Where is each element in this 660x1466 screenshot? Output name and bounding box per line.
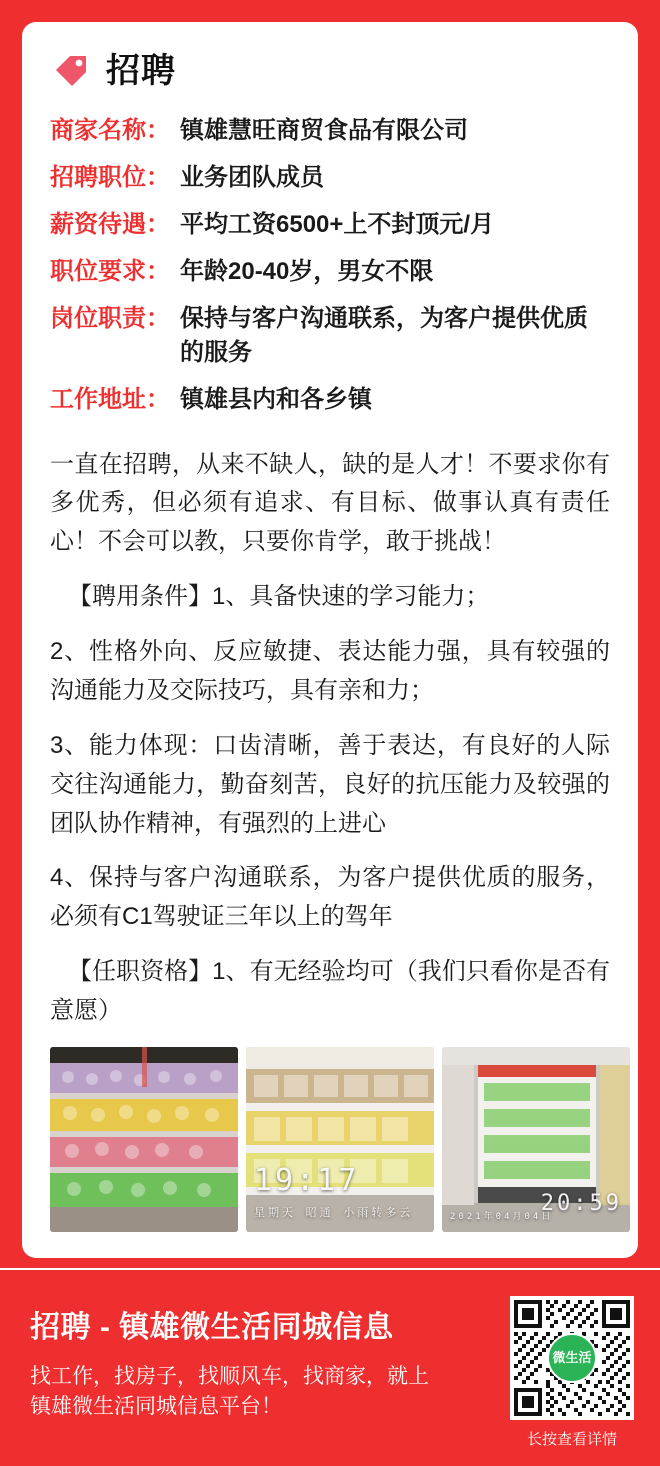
detail-key: 薪资待遇 bbox=[50, 211, 146, 239]
detail-value: 镇雄县内和各乡镇 bbox=[180, 386, 372, 414]
detail-value: 业务团队成员 bbox=[180, 164, 324, 192]
detail-colon: ： bbox=[146, 164, 170, 192]
detail-row bbox=[50, 255, 610, 289]
detail-colon: ： bbox=[146, 258, 170, 286]
body-paragraph: 4、保持与客户沟通联系，为客户提供优质的服务，必须有C1驾驶证三年以上的驾年 bbox=[50, 864, 610, 931]
detail-value: 年龄20-40岁，男女不限 bbox=[180, 258, 434, 286]
store-shelf-photo-3[interactable] bbox=[442, 1047, 630, 1232]
detail-row bbox=[50, 114, 610, 148]
content-card bbox=[22, 22, 638, 1258]
page-title: 招聘 bbox=[106, 52, 176, 90]
qr-logo: 微生活 bbox=[547, 1333, 597, 1383]
card-header bbox=[50, 50, 610, 92]
qr-block[interactable] bbox=[506, 1296, 638, 1449]
detail-key: 工作地址 bbox=[50, 386, 146, 414]
detail-key: 招聘职位 bbox=[50, 164, 146, 192]
price-tag-icon bbox=[50, 50, 92, 92]
photo-timestamp: 20:59 bbox=[540, 1190, 622, 1216]
photo-gallery bbox=[50, 1047, 622, 1232]
detail-key: 职位要求 bbox=[50, 258, 146, 286]
detail-row bbox=[50, 302, 610, 370]
detail-row bbox=[50, 383, 610, 417]
footer-text-block bbox=[30, 1296, 429, 1423]
detail-row bbox=[50, 161, 610, 195]
detail-colon: ： bbox=[146, 117, 170, 144]
intro-paragraph: 一直在招聘，从来不缺人，缺的是人才！不要求你有多优秀，但必须有追求、有目标、做事认真有责任心！不会可以教，只要你肯学，敢于挑战！ bbox=[50, 450, 610, 556]
body-paragraph: 3、能力体现：口齿清晰，善于表达，有良好的人际交往沟通能力，勤奋刻苦，良好的抗压能力及较强的团队协作精神，有强烈的上进心 bbox=[50, 731, 610, 837]
photo-timestamp-subtitle: 星期天 昭通 小雨转多云 bbox=[254, 1205, 414, 1219]
footer-line-2: 镇雄微生活同城信息平台！ bbox=[30, 1395, 282, 1419]
body-paragraph: 2、性格外向、反应敏捷、表达能力强，具有较强的沟通能力及交际技巧，具有亲和力； bbox=[50, 638, 610, 704]
qr-code[interactable] bbox=[510, 1296, 634, 1420]
detail-row bbox=[50, 208, 610, 242]
body-paragraph: 【任职资格】1、有无经验均可（我们只看你是否有意愿） bbox=[50, 958, 610, 1025]
job-details-list bbox=[50, 114, 610, 418]
footer-title: 招聘 - 镇雄微生活同城信息 bbox=[30, 1311, 394, 1344]
detail-value: 镇雄慧旺商贸食品有限公司 bbox=[180, 117, 468, 144]
store-shelf-photo-1[interactable] bbox=[50, 1047, 238, 1232]
qr-caption: 长按查看详情 bbox=[526, 1431, 617, 1448]
photo-timestamp: 19:17 bbox=[254, 1162, 360, 1198]
detail-value: 保持与客户沟通联系，为客户提供优质的服务 bbox=[180, 305, 588, 367]
detail-key: 岗位职责 bbox=[50, 305, 146, 333]
detail-key: 商家名称 bbox=[50, 117, 146, 144]
detail-colon: ： bbox=[146, 211, 170, 239]
body-paragraph: 【聘用条件】1、具备快速的学习能力； bbox=[68, 583, 490, 611]
footer-line-1: 找工作，找房子，找顺风车，找商家，就上 bbox=[30, 1365, 429, 1388]
poster-footer bbox=[0, 1268, 660, 1466]
photo-timestamp-subtitle: 2021年04月04日 bbox=[450, 1211, 554, 1222]
detail-colon: ： bbox=[146, 386, 170, 414]
detail-value: 平均工资6500+上不封顶元/月 bbox=[180, 211, 495, 239]
store-shelf-photo-2[interactable] bbox=[246, 1047, 434, 1232]
detail-colon: ： bbox=[146, 305, 170, 333]
